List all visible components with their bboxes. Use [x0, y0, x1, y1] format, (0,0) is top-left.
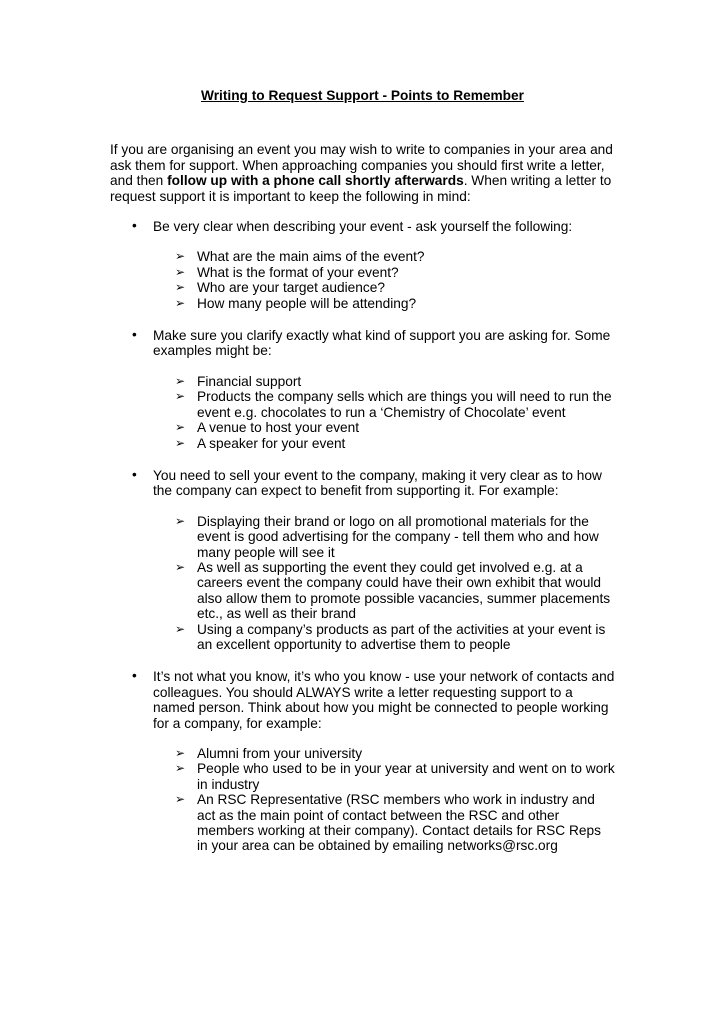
- sub-list-item: [175, 295, 615, 311]
- sub-list-item-text: An RSC Representative (RSC members who work in industry and act as the main point of contact between the RSC and other members working at their company). Contact details for RSC Reps in your area can be obtained by emailing networks@rsc.org: [197, 792, 601, 854]
- sub-list-item-text: People who used to be in your year at university and went on to work in industry: [197, 761, 615, 792]
- sub-list-item: [175, 420, 615, 436]
- sub-list-item: [175, 621, 615, 653]
- arrow-bullet-icon: ➢: [175, 264, 186, 279]
- sub-list-item: [175, 280, 615, 296]
- document-body: [110, 88, 615, 854]
- arrow-bullet-icon: ➢: [175, 389, 186, 404]
- intro-text-end: . When writing a letter to request support it is important to keep the following in mind:: [110, 173, 612, 204]
- intro-bold-text: follow up with a phone call shortly afterwards: [167, 173, 464, 189]
- sub-list-item: [175, 761, 615, 792]
- sub-list-item: [175, 513, 615, 560]
- bullet-item: [110, 468, 615, 652]
- arrow-bullet-icon: ➢: [175, 746, 186, 760]
- bullet-list: [110, 219, 615, 854]
- arrow-bullet-icon: ➢: [175, 513, 186, 528]
- sub-list-item: [175, 264, 615, 280]
- arrow-bullet-icon: ➢: [175, 621, 186, 636]
- sub-list-item: [175, 435, 615, 451]
- sub-list: [153, 746, 615, 854]
- bullet-text: Be very clear when describing your event - ask yourself the following:: [153, 219, 573, 235]
- sub-list-item-text: A venue to host your event: [197, 420, 360, 436]
- arrow-bullet-icon: ➢: [175, 420, 186, 435]
- arrow-bullet-icon: ➢: [175, 249, 186, 264]
- sub-list-item-text: Products the company sells which are things you will need to run the event e.g. chocolates to run a ‘Chemistry of Chocolate’ event: [197, 389, 612, 420]
- sub-list-item-text: Who are your target audience?: [197, 280, 385, 296]
- bullet-dot-icon: •: [132, 327, 137, 343]
- arrow-bullet-icon: ➢: [175, 280, 186, 295]
- sub-list-item: [175, 249, 615, 265]
- sub-list-item-text: As well as supporting the event they could get involved e.g. at a careers event the company could have their own exhibit that would also allow them to promote possible vacancies, summer placements etc., as well as their brand: [197, 559, 611, 622]
- sub-list-item-text: How many people will be attending?: [197, 295, 417, 311]
- arrow-bullet-icon: ➢: [175, 373, 186, 388]
- arrow-bullet-icon: ➢: [175, 761, 186, 776]
- sub-list-item: [175, 559, 615, 622]
- bullet-text: You need to sell your event to the company, making it very clear as to how the company can expect to benefit from supporting it. For example:: [153, 467, 602, 499]
- bullet-item: [110, 219, 615, 311]
- arrow-bullet-icon: ➢: [175, 792, 186, 807]
- arrow-bullet-icon: ➢: [175, 295, 186, 310]
- sub-list-item-text: Financial support: [197, 373, 302, 389]
- sub-list-item-text: A speaker for your event: [197, 435, 346, 451]
- bullet-item: [110, 669, 615, 853]
- sub-list-item-text: What is the format of your event?: [197, 264, 399, 280]
- sub-list-item-text: Alumni from your university: [197, 746, 363, 761]
- sub-list-item: [175, 389, 615, 420]
- bullet-text: It’s not what you know, it’s who you know - use your network of contacts and colleagues. You should ALWAYS write a letter requesting support to a named person. Think about how you might be connected to people working for a company, for example:: [153, 669, 615, 731]
- document-title: Writing to Request Support - Points to Remember: [201, 88, 524, 103]
- sub-list-item-text: Displaying their brand or logo on all promotional materials for the event is good advertising for the company - tell them who and how many people will see it: [197, 513, 599, 560]
- sub-list-item: [175, 746, 615, 761]
- bullet-item: [110, 328, 615, 451]
- sub-list: [153, 514, 615, 653]
- sub-list-item: [175, 792, 615, 854]
- bullet-dot-icon: •: [132, 218, 137, 234]
- sub-list-item-text: Using a company’s products as part of the activities at your event is an excellent opportunity to advertise them to people: [197, 621, 606, 652]
- sub-list-item: [175, 373, 615, 389]
- sub-list: [153, 249, 615, 311]
- arrow-bullet-icon: ➢: [175, 559, 186, 574]
- sub-list: [153, 374, 615, 451]
- intro-text-start: If you are organising an event you may wish to write to companies in your area and ask them for support. When approaching companies you should first write a letter, and then: [110, 142, 613, 189]
- arrow-bullet-icon: ➢: [175, 435, 186, 450]
- bullet-dot-icon: •: [132, 668, 137, 684]
- bullet-text: Make sure you clarify exactly what kind of support you are asking for. Some examples might be:: [153, 328, 611, 359]
- intro-paragraph: [110, 142, 615, 204]
- sub-list-item-text: What are the main aims of the event?: [197, 249, 425, 265]
- bullet-dot-icon: •: [132, 466, 137, 482]
